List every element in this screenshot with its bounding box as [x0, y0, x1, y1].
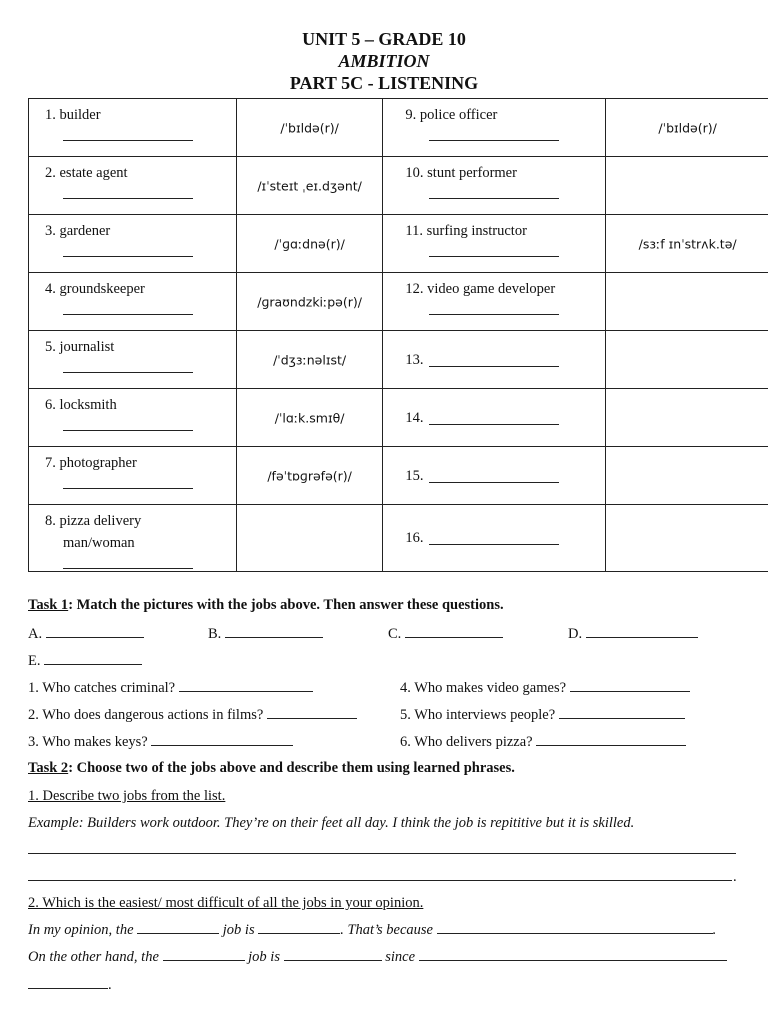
letter-label: E.	[28, 653, 41, 669]
job-cell	[29, 389, 237, 447]
ipa-text: /ɡraʊndzkiːpə(r)/	[257, 294, 362, 309]
ipa-cell	[236, 505, 383, 572]
answer-line[interactable]	[437, 919, 713, 934]
question-5	[400, 704, 685, 725]
ipa-cell	[606, 505, 768, 572]
job-label: 9. police officer	[405, 107, 498, 123]
ipa-cell	[606, 273, 768, 331]
answer-line[interactable]	[163, 946, 245, 961]
task2-label: Task 2	[28, 760, 69, 776]
job-label: 10. stunt performer	[405, 165, 517, 181]
answer-line[interactable]	[63, 473, 193, 489]
job-cell	[29, 273, 237, 331]
answer-line[interactable]	[267, 704, 357, 719]
job-cell	[29, 447, 237, 505]
question-2	[28, 704, 357, 725]
ipa-cell	[236, 99, 383, 157]
sentence-text: job is	[222, 922, 255, 938]
sentence-text: since	[385, 949, 416, 965]
sentence-text: job is	[248, 949, 280, 965]
answer-line[interactable]	[429, 409, 559, 425]
letter-label: C.	[388, 626, 402, 642]
ipa-cell	[236, 215, 383, 273]
question-6	[400, 731, 686, 752]
job-cell	[29, 99, 237, 157]
job-label: 12. video game developer	[405, 281, 556, 297]
answer-line[interactable]	[44, 650, 142, 665]
job-label-continued: man/woman	[63, 535, 135, 551]
job-cell	[29, 505, 237, 572]
answer-line[interactable]	[559, 704, 685, 719]
sentence-end: .	[712, 922, 717, 938]
job-label: 4. groundskeeper	[45, 281, 145, 297]
letter-label: D.	[568, 626, 583, 642]
ipa-cell	[236, 447, 383, 505]
ipa-cell	[606, 157, 768, 215]
letter-label: A.	[28, 626, 43, 642]
answer-line[interactable]	[586, 623, 698, 638]
answer-line[interactable]	[63, 415, 193, 431]
answer-line[interactable]	[63, 357, 193, 373]
part-title: PART 5C - LISTENING	[289, 73, 479, 93]
ipa-cell	[606, 447, 768, 505]
question-text: 2. Who does dangerous actions in films?	[28, 707, 264, 723]
picture-answer-a	[28, 623, 144, 644]
jobs-table	[28, 98, 768, 572]
answer-line[interactable]	[46, 623, 144, 638]
job-cell	[383, 273, 606, 331]
table-row	[29, 389, 768, 447]
answer-line[interactable]	[225, 623, 323, 638]
job-number: 13.	[405, 351, 424, 368]
answer-line[interactable]	[179, 677, 313, 692]
task1-instruction: : Match the pictures with the jobs above. Then answer these questions.	[68, 597, 504, 613]
answer-line[interactable]	[429, 183, 559, 199]
question-3	[28, 731, 293, 752]
answer-line[interactable]	[137, 919, 219, 934]
job-cell	[383, 99, 606, 157]
table-row	[29, 273, 768, 331]
writing-line[interactable]	[28, 853, 736, 854]
answer-line[interactable]	[419, 946, 727, 961]
job-label: 1. builder	[45, 107, 101, 123]
table-row	[29, 215, 768, 273]
table-row	[29, 505, 768, 572]
ipa-text: /ˈɡɑːdnə(r)/	[274, 236, 345, 251]
answer-line[interactable]	[63, 299, 193, 315]
job-cell	[29, 331, 237, 389]
continuation-line	[28, 974, 112, 995]
job-label: 8. pizza delivery	[45, 513, 142, 529]
job-label: 6. locksmith	[45, 397, 117, 413]
table-row	[29, 331, 768, 389]
picture-answer-b	[208, 623, 323, 644]
letter-label: B.	[208, 626, 222, 642]
ipa-cell	[606, 215, 768, 273]
picture-answer-e	[28, 650, 142, 671]
question-1	[28, 677, 313, 698]
question-text: 3. Who makes keys?	[28, 734, 148, 750]
ipa-cell	[236, 389, 383, 447]
worksheet-header	[0, 28, 768, 94]
question-text: 6. Who delivers pizza?	[400, 734, 533, 750]
answer-line[interactable]	[63, 125, 193, 141]
answer-line[interactable]	[429, 125, 559, 141]
ipa-cell	[606, 331, 768, 389]
task2-heading	[28, 758, 515, 778]
answer-line[interactable]	[63, 553, 193, 569]
table-row	[29, 99, 768, 157]
table-row	[29, 157, 768, 215]
ipa-text: /ɪˈsteɪt ˌeɪ.dʒənt/	[257, 178, 362, 193]
question-text: 5. Who interviews people?	[400, 707, 556, 723]
question-text: 4. Who makes video games?	[400, 680, 567, 696]
task2-instruction: : Choose two of the jobs above and describe them using learned phrases.	[68, 760, 515, 776]
sentence-text: In my opinion, the	[28, 922, 134, 938]
task2-question-1: 1. Describe two jobs from the list.	[28, 788, 226, 804]
job-cell	[383, 215, 606, 273]
ipa-cell	[236, 273, 383, 331]
ipa-cell	[606, 389, 768, 447]
ipa-text: /ˈlɑːk.smɪθ/	[274, 410, 345, 425]
writing-line[interactable]	[28, 880, 732, 881]
question-text: 1. Who catches criminal?	[28, 680, 176, 696]
job-cell	[29, 215, 237, 273]
ipa-cell	[236, 331, 383, 389]
ipa-cell	[236, 157, 383, 215]
task1-label: Task 1	[28, 597, 69, 613]
opinion-sentence-1	[28, 919, 716, 940]
answer-line[interactable]	[258, 919, 340, 934]
task2-question-2: 2. Which is the easiest/ most difficult of all the jobs in your opinion.	[28, 895, 424, 911]
answer-line[interactable]	[429, 241, 559, 257]
answer-line[interactable]	[63, 241, 193, 257]
job-label: 7. photographer	[45, 455, 137, 471]
ipa-text: /ˈdʒɜːnəlɪst/	[273, 352, 347, 367]
opinion-sentence-2	[28, 946, 727, 967]
table-row	[29, 447, 768, 505]
question-4	[400, 677, 690, 698]
job-cell	[29, 157, 237, 215]
job-cell	[383, 331, 606, 389]
picture-answer-d	[568, 623, 698, 644]
ipa-text: /ˈbɪldə(r)/	[658, 120, 717, 135]
job-number: 16.	[405, 530, 424, 546]
job-cell	[383, 447, 606, 505]
answer-line[interactable]	[570, 677, 690, 692]
job-cell	[383, 157, 606, 215]
job-label: 2. estate agent	[45, 165, 128, 181]
answer-line[interactable]	[429, 467, 559, 483]
job-label: 3. gardener	[45, 223, 111, 239]
answer-line[interactable]	[28, 974, 108, 989]
answer-line[interactable]	[284, 946, 382, 961]
answer-line[interactable]	[151, 731, 293, 746]
ipa-text: /fəˈtɒɡrəfə(r)/	[267, 468, 352, 483]
topic-subtitle: AMBITION	[338, 51, 430, 71]
answer-line[interactable]	[429, 351, 559, 367]
job-number: 14.	[405, 409, 424, 426]
unit-title: UNIT 5 – GRADE 10	[302, 29, 466, 49]
answer-line[interactable]	[429, 299, 559, 315]
ipa-text: /ˈbɪldə(r)/	[280, 120, 339, 135]
job-label: 11. surfing instructor	[405, 223, 527, 239]
answer-line[interactable]	[536, 731, 686, 746]
sentence-end: .	[108, 977, 112, 993]
sentence-text: . That’s because	[340, 922, 433, 938]
job-number: 15.	[405, 467, 424, 484]
answer-line[interactable]	[63, 183, 193, 199]
ipa-cell	[606, 99, 768, 157]
answer-line[interactable]	[429, 529, 559, 545]
sentence-text: On the other hand, the	[28, 949, 159, 965]
line-end-dot: .	[733, 869, 737, 885]
picture-answer-c	[388, 623, 503, 644]
ipa-text: /sɜːf ɪnˈstrʌk.tə/	[638, 236, 737, 251]
task1-heading	[28, 595, 504, 615]
example-sentence: Example: Builders work outdoor. They’re on their feet all day. I think the job is repititive but it is skilled.	[28, 815, 635, 831]
job-cell	[383, 389, 606, 447]
job-cell	[383, 505, 606, 572]
answer-line[interactable]	[405, 623, 503, 638]
job-label: 5. journalist	[45, 339, 115, 355]
